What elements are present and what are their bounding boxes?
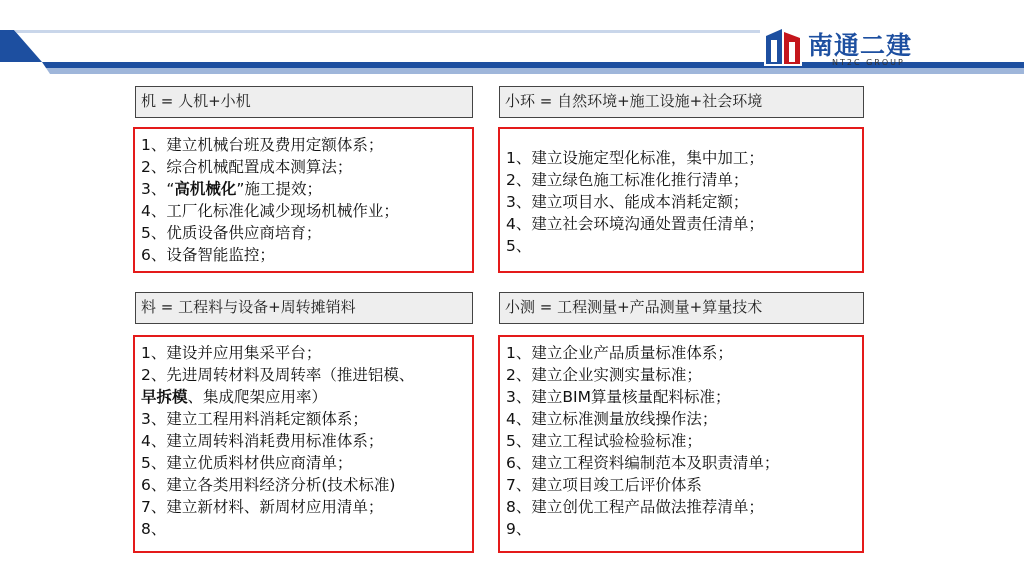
section-list-machine — [133, 127, 474, 273]
list-item: 4、建立周转料消耗费用标准体系； — [141, 432, 384, 450]
list-item: 3、“高机械化”施工提效； — [141, 180, 322, 198]
logo-text: 南通二建 — [808, 31, 913, 60]
list-item: 1、建立机械台班及费用定额体系； — [141, 136, 384, 154]
list-item: 8、建立创优工程产品做法推荐清单； — [506, 498, 764, 516]
list-item: 1、建立设施定型化标准，集中加工； — [506, 149, 764, 167]
list-item: 5、优质设备供应商培育； — [141, 224, 322, 242]
list-item: 6、建立工程资料编制范本及职责清单； — [506, 454, 780, 472]
list-item: 6、建立各类用料经济分析(技术标准) — [141, 476, 396, 494]
list-item: 6、设备智能监控； — [141, 246, 275, 264]
section-list-environment — [498, 127, 864, 273]
list-item: 7、建立新材料、新周材应用清单； — [141, 498, 384, 516]
left-blue-stripe — [0, 30, 42, 62]
list-item: 3、建立项目水、能成本消耗定额； — [506, 193, 749, 211]
list-item: 3、建立BIM算量核量配料标准； — [506, 388, 731, 406]
list-item: 9、 — [506, 520, 532, 538]
list-item: 3、建立工程用料消耗定额体系； — [141, 410, 368, 428]
list-item: 2、先进周转材料及周转率（推进铝模、 — [141, 366, 415, 384]
section-title-material: 料 = 工程料与设备+周转摊销料 — [135, 292, 473, 324]
list-item: 2、建立企业实测实量标准； — [506, 366, 702, 384]
list-item: 4、建立标准测量放线操作法； — [506, 410, 718, 428]
company-logo — [756, 22, 926, 74]
list-item: 7、建立项目竣工后评价体系 — [506, 476, 702, 494]
list-item: 早拆模、集成爬架应用率） — [141, 388, 328, 406]
list-item: 1、建立企业产品质量标准体系； — [506, 344, 733, 362]
list-item: 5、建立工程试验检验标准； — [506, 432, 702, 450]
list-item: 4、建立社会环境沟通处置责任清单； — [506, 215, 764, 233]
section-title-measurement: 小测 = 工程测量+产品测量+算量技术 — [499, 292, 864, 324]
list-item: 2、建立绿色施工标准化推行清单； — [506, 171, 749, 189]
section-title-environment: 小环 = 自然环境+施工设施+社会环境 — [499, 86, 864, 118]
list-item: 5、建立优质料材供应商清单； — [141, 454, 353, 472]
list-item: 2、综合机械配置成本测算法； — [141, 158, 353, 176]
list-item: 4、工厂化标准化减少现场机械作业； — [141, 202, 399, 220]
list-item: 8、 — [141, 520, 167, 538]
list-item: 1、建设并应用集采平台； — [141, 344, 322, 362]
section-title-machine: 机 = 人机+小机 — [135, 86, 473, 118]
list-item: 5、 — [506, 237, 532, 255]
top-thin-line — [14, 30, 760, 33]
logo-subtext: NT2C GROUP — [832, 58, 905, 67]
section-list-material — [133, 335, 474, 553]
logo-mark-icon — [762, 26, 804, 68]
section-list-measurement — [498, 335, 864, 553]
